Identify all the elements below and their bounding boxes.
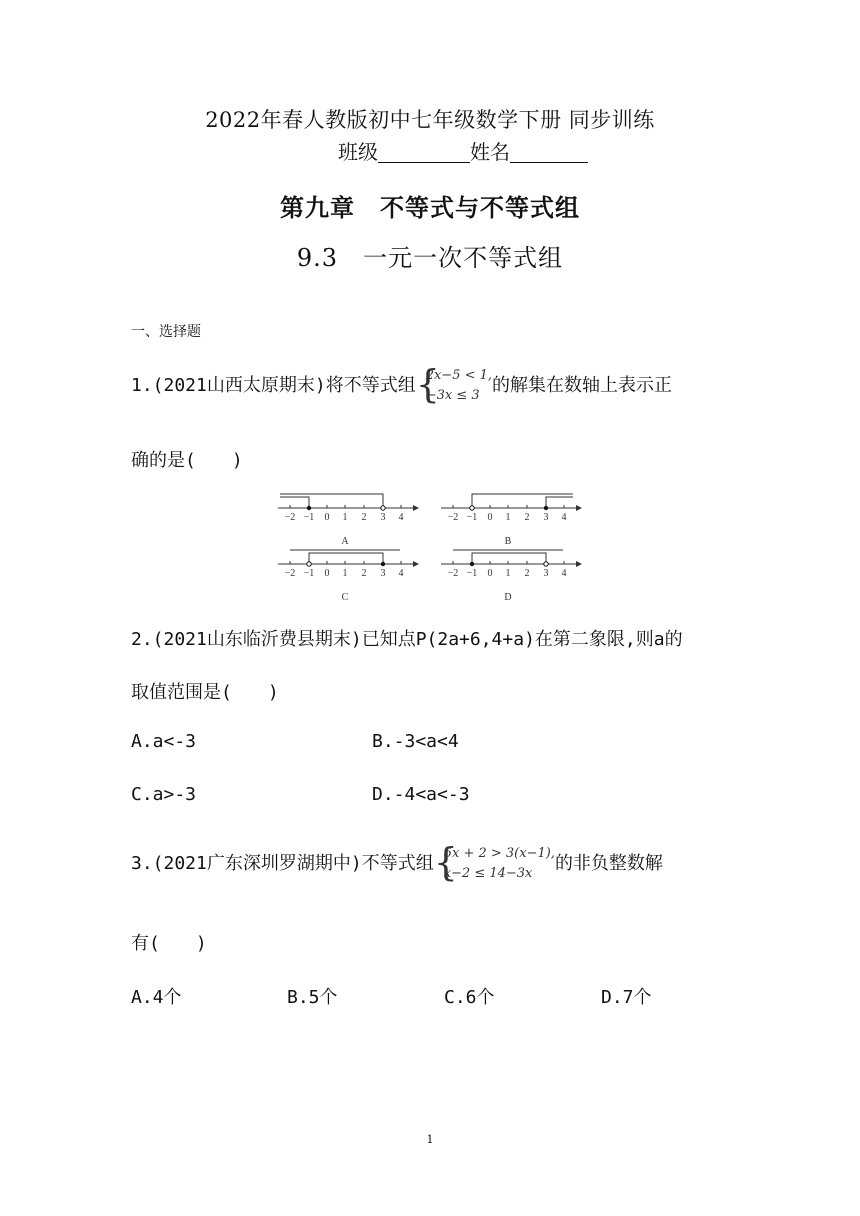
question-1-ineq-1: 2x−5 < 1, (425, 368, 493, 383)
question-2-option-D[interactable]: D.-4<a<-3 (372, 784, 470, 805)
question-3-line2: 有( ) (131, 933, 207, 954)
question-1-line2: 确的是( ) (131, 450, 243, 471)
tick-label: 3 (380, 568, 386, 579)
question-1-suffix: 的解集在数轴上表示正 (492, 375, 673, 396)
tick-label: −1 (466, 568, 478, 579)
question-2-option-B[interactable]: B.-3<a<4 (372, 731, 459, 752)
chapter-title: 第九章 不等式与不等式组 (280, 193, 580, 222)
tick-label: −2 (284, 512, 296, 523)
name-label: 姓名 (470, 140, 510, 164)
question-3-option-A[interactable]: A.4个 (131, 987, 182, 1008)
tick-label: 1 (505, 512, 511, 523)
option-D-number-line[interactable] (441, 550, 581, 602)
question-3-option-D[interactable]: D.7个 (601, 987, 652, 1008)
option-C-label: C (341, 592, 349, 602)
option-B-label: B (504, 536, 512, 547)
tick-label: 4 (398, 512, 404, 523)
question-1-ineq-2: −3x ≤ 3 (425, 388, 480, 403)
brace-icon: { (415, 362, 440, 406)
solid-dot (307, 506, 311, 510)
section-title: 9.3 一元一次不等式组 (296, 244, 564, 272)
tick-label: −1 (466, 512, 478, 523)
tick-label: 1 (505, 568, 511, 579)
number-line-figure (272, 486, 592, 602)
hollow-dot (307, 562, 311, 566)
solid-dot (470, 562, 474, 566)
page-number: 1 (426, 1133, 434, 1146)
tick-label: 2 (361, 512, 367, 523)
tick-label: 3 (543, 512, 549, 523)
option-B-number-line[interactable] (441, 494, 581, 547)
hollow-dot (544, 562, 548, 566)
class-blank[interactable] (378, 142, 470, 163)
solid-dot (381, 562, 385, 566)
question-1-line1 (131, 362, 673, 406)
question-2-line1: 2.(2021山东临沂费县期末)已知点P(2a+6,4+a)在第二象限,则a的 (131, 629, 683, 650)
hollow-dot (470, 506, 474, 510)
option-D-label: D (504, 592, 512, 602)
question-2-option-A[interactable]: A.a<-3 (131, 731, 197, 752)
tick-label: 4 (561, 568, 567, 579)
class-name-line (338, 136, 588, 165)
brace-icon: { (433, 840, 458, 884)
tick-label: −2 (447, 568, 459, 579)
solid-dot (544, 506, 548, 510)
option-A-number-line[interactable] (278, 494, 418, 547)
section-heading: 一、选择题 (131, 324, 201, 340)
tick-label: 0 (487, 512, 493, 523)
question-3-line1 (131, 840, 663, 884)
question-3-suffix: 的非负整数解 (554, 853, 663, 874)
tick-label: −2 (447, 512, 459, 523)
question-3-system (433, 840, 555, 884)
tick-label: 4 (561, 512, 567, 523)
tick-label: 3 (380, 512, 386, 523)
document-title: 2022年春人教版初中七年级数学下册 同步训练 (205, 108, 655, 132)
class-label: 班级 (338, 140, 378, 164)
question-3-ineq-2: x−2 ≤ 14−3x (443, 866, 533, 881)
question-2-line2: 取值范围是( ) (131, 682, 279, 703)
question-2-option-C[interactable]: C.a>-3 (131, 784, 197, 805)
name-blank[interactable] (510, 142, 588, 163)
tick-label: −2 (284, 568, 296, 579)
tick-label: 0 (324, 512, 330, 523)
tick-label: 0 (487, 568, 493, 579)
question-1-system (415, 362, 493, 406)
hollow-dot (381, 506, 385, 510)
tick-label: 2 (361, 568, 367, 579)
question-3-option-C[interactable]: C.6个 (444, 987, 495, 1008)
option-C-number-line[interactable] (278, 550, 418, 602)
question-1-prefix: 1.(2021山西太原期末)将不等式组 (131, 375, 416, 396)
tick-label: 1 (342, 568, 348, 579)
tick-label: 1 (342, 512, 348, 523)
tick-label: −1 (303, 512, 315, 523)
question-3-ineq-1: 5x + 2 > 3(x−1), (443, 846, 555, 861)
tick-label: 2 (524, 568, 530, 579)
tick-label: −1 (303, 568, 315, 579)
tick-label: 4 (398, 568, 404, 579)
question-3-prefix: 3.(2021广东深圳罗湖期中)不等式组 (131, 853, 434, 874)
tick-label: 0 (324, 568, 330, 579)
tick-label: 2 (524, 512, 530, 523)
option-A-label: A (341, 536, 349, 547)
question-3-option-B[interactable]: B.5个 (287, 987, 338, 1008)
tick-label: 3 (543, 568, 549, 579)
